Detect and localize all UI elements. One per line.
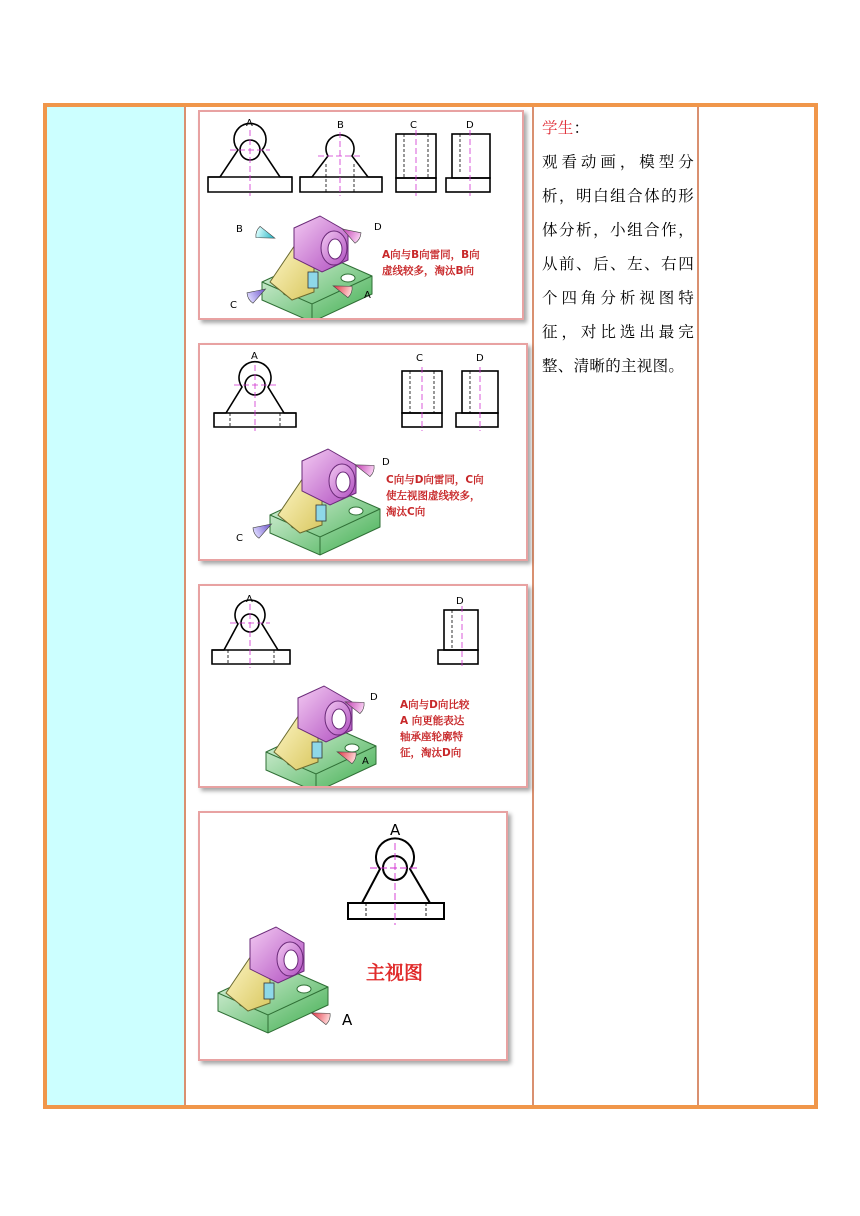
- arrow-label-A: A: [364, 290, 371, 301]
- annotation-line: 淘汰C向: [386, 506, 426, 518]
- arrow-label-D: D: [382, 457, 390, 468]
- annotation-line: 轴承座轮廓特: [400, 731, 463, 743]
- annotation-line: 虚线较多，淘汰B向: [382, 265, 475, 277]
- analysis-panel-2: [198, 343, 528, 561]
- annotation-line: A 向更能表达: [400, 715, 465, 727]
- view-label-C: C: [410, 120, 417, 131]
- view-label-D: D: [456, 596, 464, 607]
- view-label-B: B: [337, 120, 344, 131]
- arrow-label-D: D: [374, 222, 382, 233]
- arrow-label-A: A: [342, 1011, 353, 1029]
- view-label-A: A: [251, 351, 258, 362]
- view-label-C: C: [416, 353, 423, 364]
- student-label: 学生: [542, 119, 574, 137]
- view-label-A: A: [246, 118, 253, 129]
- left-column: [47, 107, 184, 1105]
- arrow-label-D: D: [370, 692, 378, 703]
- arrow-label-A: A: [362, 756, 369, 767]
- annotation-line: A向与B向雷同，B向: [382, 249, 480, 261]
- annotation-line: 征，淘汰D向: [400, 747, 462, 759]
- view-label-A: A: [390, 821, 401, 839]
- column-divider: [697, 107, 699, 1105]
- analysis-panel-4: [198, 811, 508, 1061]
- arrow-label-B: B: [236, 224, 243, 235]
- projection-diagram-2: [200, 345, 526, 559]
- projection-diagram-4: [200, 813, 506, 1059]
- projection-diagram-1: [200, 112, 522, 318]
- view-label-A: A: [246, 594, 253, 605]
- colon: ：: [573, 119, 590, 137]
- student-text: 观看动画，模型分析，明白组合体的形体分析，小组合作，从前、后、左、右四个四角分析视图特征，对比选出最完整、清晰的主视图。: [542, 153, 694, 375]
- column-divider: [532, 107, 534, 1105]
- view-label-D: D: [466, 120, 474, 131]
- student-activity: [542, 111, 694, 383]
- front-view-caption: 主视图: [366, 962, 424, 984]
- annotation-line: 使左视图虚线较多，: [386, 490, 481, 502]
- annotation-line: A向与D向比较: [400, 699, 470, 711]
- view-label-D: D: [476, 353, 484, 364]
- arrow-label-C: C: [230, 300, 237, 311]
- analysis-panel-3: [198, 584, 528, 788]
- analysis-panel-1: [198, 110, 524, 320]
- column-divider: [184, 107, 186, 1105]
- annotation-line: C向与D向雷同，C向: [386, 474, 484, 486]
- projection-diagram-3: [200, 586, 526, 786]
- arrow-label-C: C: [236, 533, 243, 544]
